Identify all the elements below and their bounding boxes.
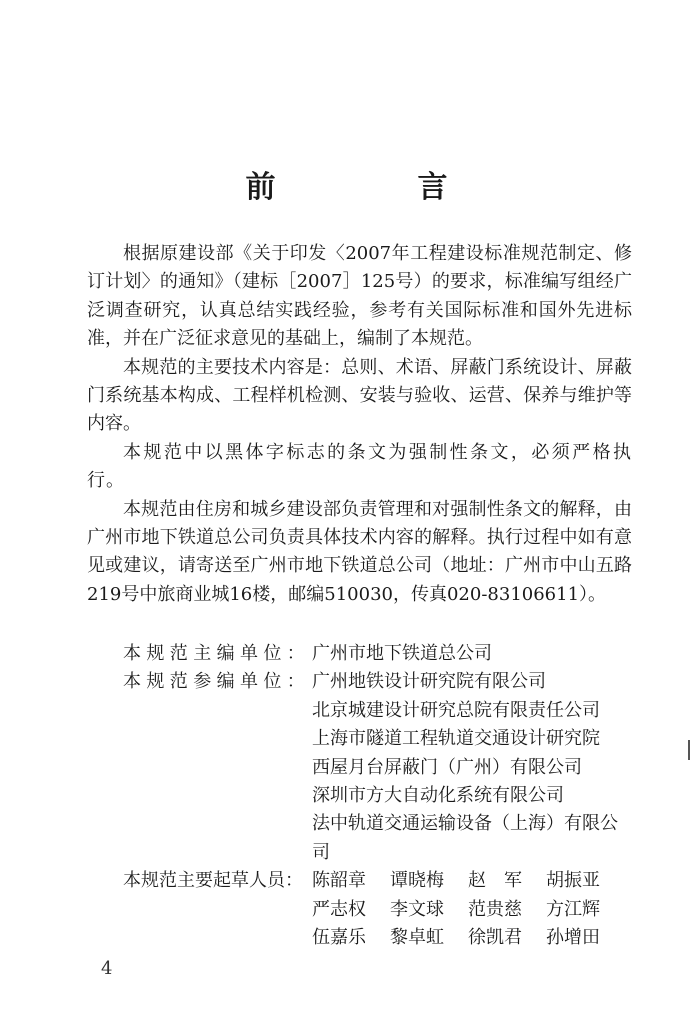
- drafter-name: 胡振亚: [546, 870, 600, 892]
- drafters-label: 本规范主要起草人员：: [123, 870, 303, 892]
- participating-unit: 广州地铁设计研究院有限公司: [312, 671, 546, 693]
- paragraph-main-content: 本规范的主要技术内容是：总则、术语、屏蔽门系统设计、屏蔽门系统基本构成、工程样机检测、安装与验收、运营、保养与维护等内容。: [87, 356, 632, 435]
- chief-editor-units: [312, 640, 632, 668]
- drafter-name: 黎卓虹: [390, 927, 444, 949]
- participating-editors-row: [87, 668, 632, 867]
- drafter-name: 徐凯君: [468, 927, 522, 949]
- drafter-name: 谭晓梅: [390, 870, 444, 892]
- chief-editor-row: [87, 640, 632, 668]
- drafters-row: [87, 867, 632, 952]
- scan-edge-mark: [688, 740, 690, 760]
- drafter-name: 孙增田: [546, 927, 600, 949]
- drafter-names: [312, 867, 624, 952]
- participating-unit: 北京城建设计研究总院有限责任公司: [312, 699, 600, 721]
- drafter-name: 李文球: [390, 898, 444, 920]
- drafter-name: 严志权: [312, 898, 366, 920]
- paragraph-administration: 本规范由住房和城乡建设部负责管理和对强制性条文的解释，由广州市地下铁道总公司负责具体技术内容的解释。执行过程中如有意见或建议，请寄送至广州市地下铁道总公司（地址：广州市中山五路219号中旅商业城16楼，邮编510030，传真020-83106611）。: [87, 498, 632, 605]
- drafter-name: 伍嘉乐: [312, 927, 366, 949]
- drafter-name: 赵 军: [468, 870, 522, 892]
- drafter-name: 陈韶章: [312, 870, 366, 892]
- paragraph-background: 根据原建设部《关于印发〈2007年工程建设标准规范制定、修订计划〉的通知》（建标［2007］125号）的要求，标准编写组经广泛调查研究，认真总结实践经验，参考有关国际标准和国外先进标准，并在广泛征求意见的基础上，编制了本规范。: [87, 243, 632, 350]
- preface-body: [87, 240, 632, 609]
- participating-editors-label: 本规范参编单位：: [123, 671, 311, 693]
- page-title: 前 言: [245, 170, 504, 205]
- participating-unit: 深圳市方大自动化系统有限公司: [312, 785, 564, 807]
- drafter-name: 方江辉: [546, 898, 600, 920]
- participating-unit: 西屋月台屏蔽门（广州）有限公司: [312, 756, 582, 778]
- participating-unit: 法中轨道交通运输设备（上海）有限公司: [312, 813, 618, 863]
- participating-editor-units: [312, 668, 632, 867]
- participating-unit: 上海市隧道工程轨道交通设计研究院: [312, 728, 600, 750]
- paragraph-mandatory-clauses: 本规范中以黑体字标志的条文为强制性条文，必须严格执行。: [87, 441, 632, 492]
- chief-editor-unit: 广州市地下铁道总公司: [312, 643, 492, 664]
- credits-section: [87, 640, 632, 952]
- chief-editor-label: 本规范主编单位：: [123, 643, 311, 664]
- drafter-name: 范贵慈: [468, 898, 522, 920]
- page-number: 4: [101, 958, 113, 979]
